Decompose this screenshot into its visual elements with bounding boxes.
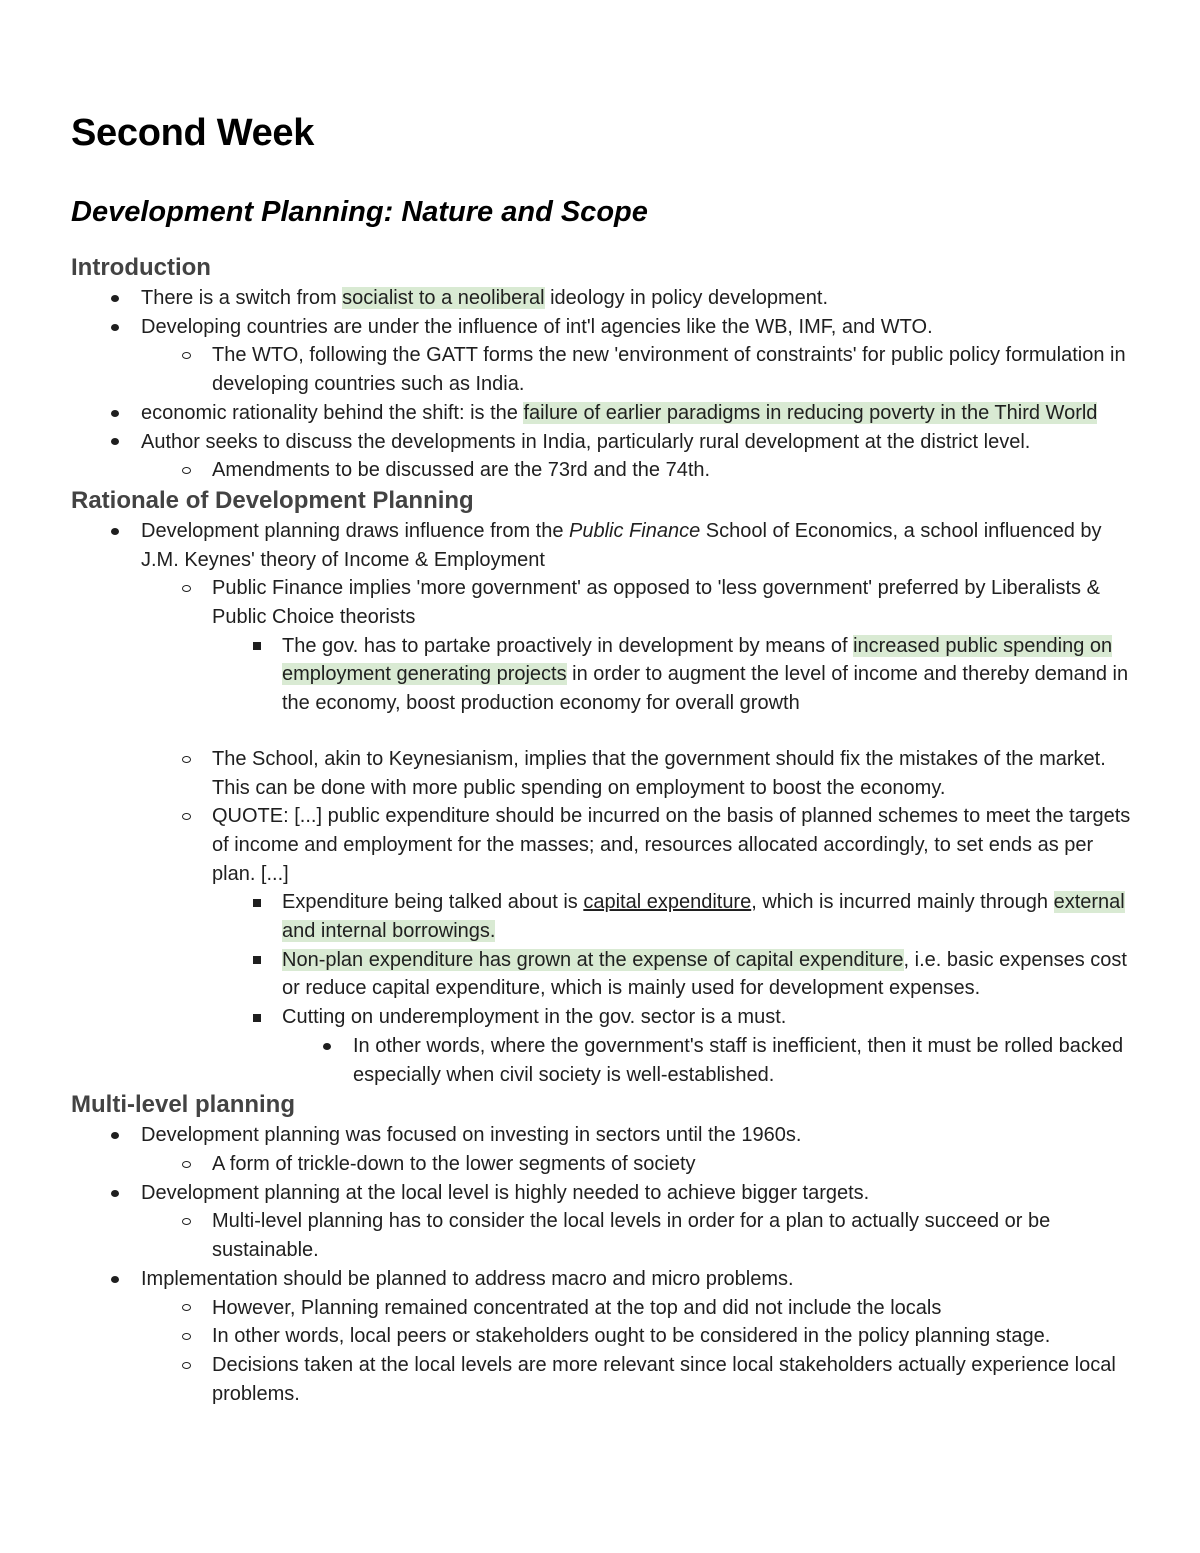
list-item (71, 1265, 1131, 1294)
list-item (71, 517, 1131, 574)
text-segment: ideology in policy development. (544, 287, 829, 309)
text-segment: Implementation should be planned to address macro and micro problems. (141, 1267, 794, 1290)
bullet-circle-icon (176, 745, 196, 774)
section-heading: Introduction (71, 254, 211, 281)
text-segment: Development planning at the local level is highly needed to achieve bigger targets. (141, 1181, 870, 1204)
highlighted-text: increased public spending on employment generating projects (282, 634, 1113, 686)
bullet-circle-icon (176, 574, 196, 603)
list-item (71, 802, 1131, 888)
text-segment: Expenditure being talked about is (282, 891, 584, 914)
list-item (71, 1351, 1131, 1408)
blank-line (71, 718, 1131, 745)
bullet-square-icon (247, 632, 267, 661)
bullet-disc-icon (105, 517, 125, 546)
bullet-square-icon (247, 1003, 267, 1032)
bullet-circle-icon (176, 1351, 196, 1380)
list-item (71, 574, 1131, 631)
text-segment: School of Economics, a school influenced by J.M. Keynes' theory of Income & Employment (141, 519, 1102, 571)
text-segment: Cutting on underemployment in the gov. sector is a must. (282, 1006, 787, 1029)
bullet-circle-icon (176, 1207, 196, 1236)
bullet-disc-icon (105, 313, 125, 342)
list-item (71, 428, 1131, 457)
text-segment: Developing countries are under the influence of int'l agencies like the WB, IMF, and WTO. (141, 315, 933, 338)
bullet-circle-icon (176, 1150, 196, 1179)
list-item (71, 284, 1131, 313)
text-segment: Decisions taken at the local levels are more relevant since local stakeholders actually experience local problems. (212, 1353, 1116, 1405)
list-item (71, 341, 1131, 398)
list-item (71, 888, 1131, 945)
text-segment: Author seeks to discuss the developments in India, particularly rural development at the district level. (141, 430, 1031, 453)
list-item (71, 456, 1131, 485)
bullet-disc-icon (105, 428, 125, 457)
bullet-disc-icon (105, 1179, 125, 1208)
text-segment: in order to augment the level of income and thereby demand in the economy, boost production economy for overall growth (282, 663, 1129, 715)
bullet-disc-icon (105, 1265, 125, 1294)
list-item (71, 399, 1131, 428)
document-subtitle: Development Planning: Nature and Scope (71, 196, 648, 228)
text-segment: , i.e. basic expenses cost or reduce capital expenditure, which is mainly used for development expenses. (282, 948, 1127, 1000)
text-segment: There is a switch from (141, 287, 343, 309)
list-item (71, 1207, 1131, 1264)
list-item (71, 313, 1131, 342)
bullet-circle-icon (176, 1294, 196, 1323)
highlighted-text: Non-plan expenditure has grown at the expense of capital expenditure (282, 948, 904, 971)
bullet-circle-icon (176, 456, 196, 485)
text-segment: , which is incurred mainly through (751, 891, 1054, 914)
text-segment: Development planning was focused on investing in sectors until the 1960s. (141, 1124, 802, 1147)
bullet-disc-icon (105, 399, 125, 428)
bullet-disc-icon (105, 284, 125, 313)
section-heading: Rationale of Development Planning (71, 486, 474, 514)
document-body (71, 252, 1131, 1408)
underlined-text: capital expenditure (583, 891, 752, 914)
text-segment: economic rationality behind the shift: is the (141, 401, 524, 424)
highlighted-text: failure of earlier paradigms in reducing poverty in the Third World (523, 401, 1098, 424)
page-title: Second Week (71, 112, 315, 154)
list-item (71, 1294, 1131, 1323)
text-segment: The School, akin to Keynesianism, implies that the government should fix the mistakes of the market. This can be done with more public spending on employment to boost the economy. (212, 747, 1106, 799)
text-segment: Public Finance (569, 519, 701, 542)
list-item (71, 946, 1131, 1003)
bullet-circle-icon (176, 1322, 196, 1351)
text-segment: In other words, local peers or stakeholders ought to be considered in the policy planning stage. (212, 1325, 1051, 1348)
bullet-circle-icon (176, 802, 196, 831)
highlighted-text: external and internal borrowings. (282, 891, 1125, 943)
list-item (71, 1179, 1131, 1208)
text-segment: The gov. has to partake proactively in development by means of (282, 634, 854, 657)
bullet-square-icon (247, 888, 267, 917)
list-item (71, 1032, 1131, 1089)
bullet-circle-icon (176, 341, 196, 370)
list-item (71, 1150, 1131, 1179)
text-segment: The WTO, following the GATT forms the new 'environment of constraints' for public policy formulation in developing countries such as India. (212, 344, 1126, 396)
text-segment: A form of trickle-down to the lower segments of society (212, 1152, 696, 1175)
text-segment: Amendments to be discussed are the 73rd and the 74th. (212, 459, 711, 482)
text-segment: Multi-level planning has to consider the local levels in order for a plan to actually succeed or be sustainable. (212, 1210, 1051, 1262)
list-item (71, 1003, 1131, 1032)
bullet-disc-icon (317, 1032, 337, 1061)
text-segment: QUOTE: [...] public expenditure should be incurred on the basis of planned schemes to meet the targets of income and employment for the masses; and, resources allocated accordingly, to set ends as per plan. [...] (212, 805, 1131, 885)
bullet-square-icon (247, 946, 267, 975)
list-item (71, 1121, 1131, 1150)
text-segment: Public Finance implies 'more government' as opposed to 'less government' preferred by Liberalists & Public Choice theorists (212, 577, 1100, 629)
text-segment: In other words, where the government's staff is inefficient, then it must be rolled backed especially when civil society is well-established. (353, 1034, 1124, 1086)
text-segment: Development planning draws influence from the (141, 519, 570, 542)
list-item (71, 632, 1131, 718)
highlighted-text: socialist to a neoliberal (342, 287, 545, 309)
list-item (71, 1322, 1131, 1351)
text-segment: However, Planning remained concentrated at the top and did not include the locals (212, 1296, 942, 1319)
list-item (71, 745, 1131, 802)
section-heading: Multi-level planning (71, 1091, 296, 1119)
bullet-disc-icon (105, 1121, 125, 1150)
